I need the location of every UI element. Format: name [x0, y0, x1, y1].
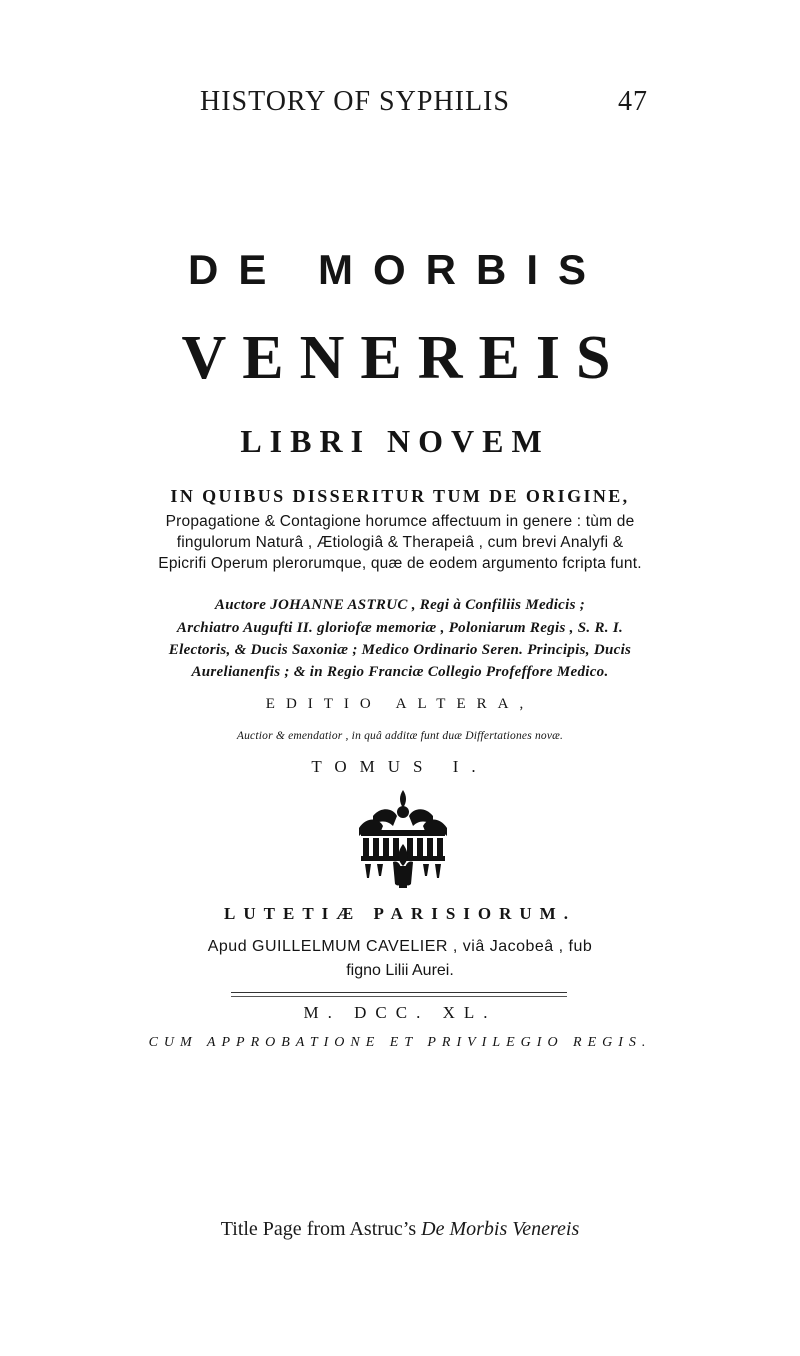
- edition-statement: EDITIO ALTERA,: [265, 696, 535, 712]
- privilege-line: CUM APPROBATIONE ET PRIVILEGIO REGIS.: [148, 1035, 652, 1050]
- subtitle-in-quibus: IN QUIBUS DISSERITUR TUM DE ORIGINE,: [170, 486, 630, 506]
- imprint-city: LUTETIÆ PARISIORUM.: [224, 904, 576, 923]
- fleur-de-lis-ornament-icon: [353, 786, 453, 890]
- imprint-date: M. DCC. XL.: [303, 1003, 497, 1022]
- running-title: HISTORY OF SYPHILIS: [200, 86, 510, 117]
- caption-prefix: Title Page from Astruc’s: [220, 1218, 422, 1240]
- printer-line: Apud GUILLELMUM CAVELIER , viâ Jacobeâ , fub: [207, 938, 593, 955]
- author-line-3: Electoris, & Ducis Saxoniæ ; Medico Ordinario Seren. Principis, Ducis: [168, 642, 632, 658]
- divider-rule-thin: [231, 996, 567, 997]
- divider-rule: [231, 992, 567, 993]
- title-venereis: VENEREIS: [181, 324, 627, 392]
- subtitle-line-1: Propagatione & Contagione horumce affectuum in genere : tùm de: [165, 513, 635, 530]
- title-de-morbis: DE MORBIS: [187, 246, 606, 293]
- author-line-4: Aurelianenfis ; & in Regio Franciæ Collegio Profeffore Medico.: [191, 664, 609, 680]
- subtitle-line-3: Epicrifi Operum plerorumque, quæ de eodem argumento fcripta funt.: [158, 555, 642, 572]
- edition-note: Auctior & emendatior , in quâ additæ funt duæ Differtationes novæ.: [236, 730, 564, 742]
- figure-caption: [0, 1218, 800, 1241]
- author-line-1: Auctore JOHANNE ASTRUC , Regi à Confiliis Medicis ;: [214, 597, 586, 613]
- title-libri-novem: LIBRI NOVEM: [240, 423, 550, 459]
- caption-book-title: De Morbis Venereis: [421, 1218, 580, 1240]
- volume-label: TOMUS I.: [311, 757, 489, 776]
- subtitle-line-2: fingulorum Naturâ , Ætiologiâ & Therapeiâ , cum brevi Analyfi &: [176, 534, 624, 551]
- page-number: 47: [618, 86, 648, 117]
- author-line-2: Archiatro Augufti II. gloriofæ memoriæ , Poloniarum Regis , S. R. I.: [176, 620, 624, 636]
- printer-sign-line: figno Lilii Aurei.: [346, 962, 454, 979]
